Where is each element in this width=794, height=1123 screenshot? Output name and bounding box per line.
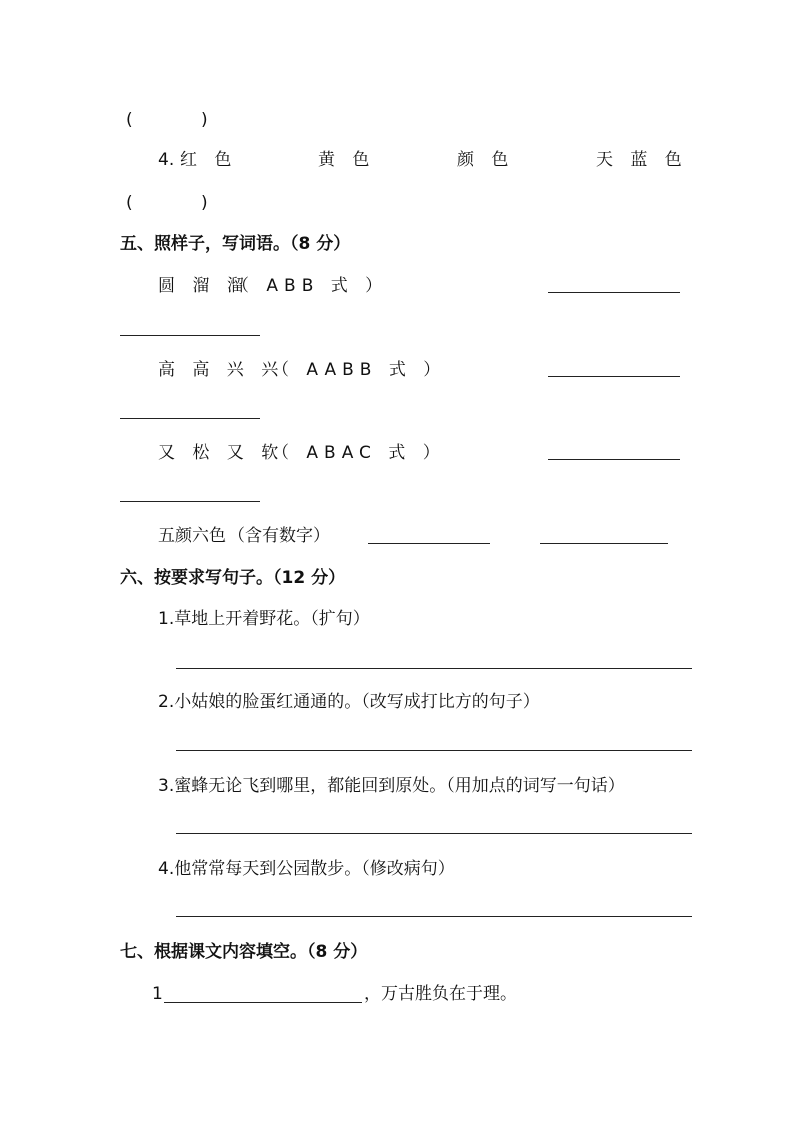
answer-line[interactable] [176, 750, 692, 751]
answer-line[interactable] [176, 668, 692, 669]
sec6-item3: 3.蜜蜂无论飞到哪里，都能回到原处。（用加点的词写一句话） [158, 776, 625, 796]
answer-line[interactable] [120, 418, 260, 419]
section7-heading: 七、根据课文内容填空。（8 分） [120, 942, 368, 962]
answer-line[interactable] [548, 376, 680, 377]
q4-word-3: 颜 色 [457, 150, 515, 170]
sec5-item4-pattern: （含有数字） [228, 526, 330, 546]
q4-word-2: 黄 色 [318, 150, 376, 170]
answer-paren-open: ( [126, 110, 133, 130]
answer-line[interactable] [548, 459, 680, 460]
q4-word-4: 天 蓝 色 [596, 150, 688, 170]
sec5-item4-word: 五颜六色 [158, 526, 226, 546]
sec6-item4: 4.他常常每天到公园散步。（修改病句） [158, 859, 455, 879]
answer-line[interactable] [164, 1002, 362, 1003]
sec5-item3-pattern: （ ABAC 式 ） [272, 443, 446, 463]
answer-line[interactable] [368, 543, 490, 544]
sec5-item3-word: 又 松 又 软 [158, 443, 285, 463]
q4-word-1: 红 色 [180, 150, 238, 170]
section5-heading: 五、照样子，写词语。（8 分） [120, 234, 351, 254]
answer-line[interactable] [120, 501, 260, 502]
sec7-item1-text: ，万古胜负在于理。 [364, 984, 517, 1004]
sec6-item2: 2.小姑娘的脸蛋红通通的。（改写成打比方的句子） [158, 692, 540, 712]
answer-paren-open-2: ( [126, 193, 133, 213]
sec7-item1-number: 1 [152, 984, 163, 1004]
answer-paren-close-2: ) [201, 193, 208, 213]
sec6-item1: 1.草地上开着野花。（扩句） [158, 609, 370, 629]
answer-line[interactable] [548, 292, 680, 293]
sec5-item2-word: 高 高 兴 兴 [158, 360, 285, 380]
answer-line[interactable] [540, 543, 668, 544]
answer-line[interactable] [120, 335, 260, 336]
sec5-item1-pattern: （ ABB 式 ） [232, 276, 389, 296]
answer-line[interactable] [176, 916, 692, 917]
sec5-item2-pattern: （ AABB 式 ） [272, 360, 447, 380]
sec5-item1-word: 圆 溜 溜 [158, 276, 250, 296]
section6-heading: 六、按要求写句子。（12 分） [120, 568, 346, 588]
answer-paren-close: ) [201, 110, 208, 130]
answer-line[interactable] [176, 833, 692, 834]
q4-prefix: 4. [158, 150, 175, 170]
